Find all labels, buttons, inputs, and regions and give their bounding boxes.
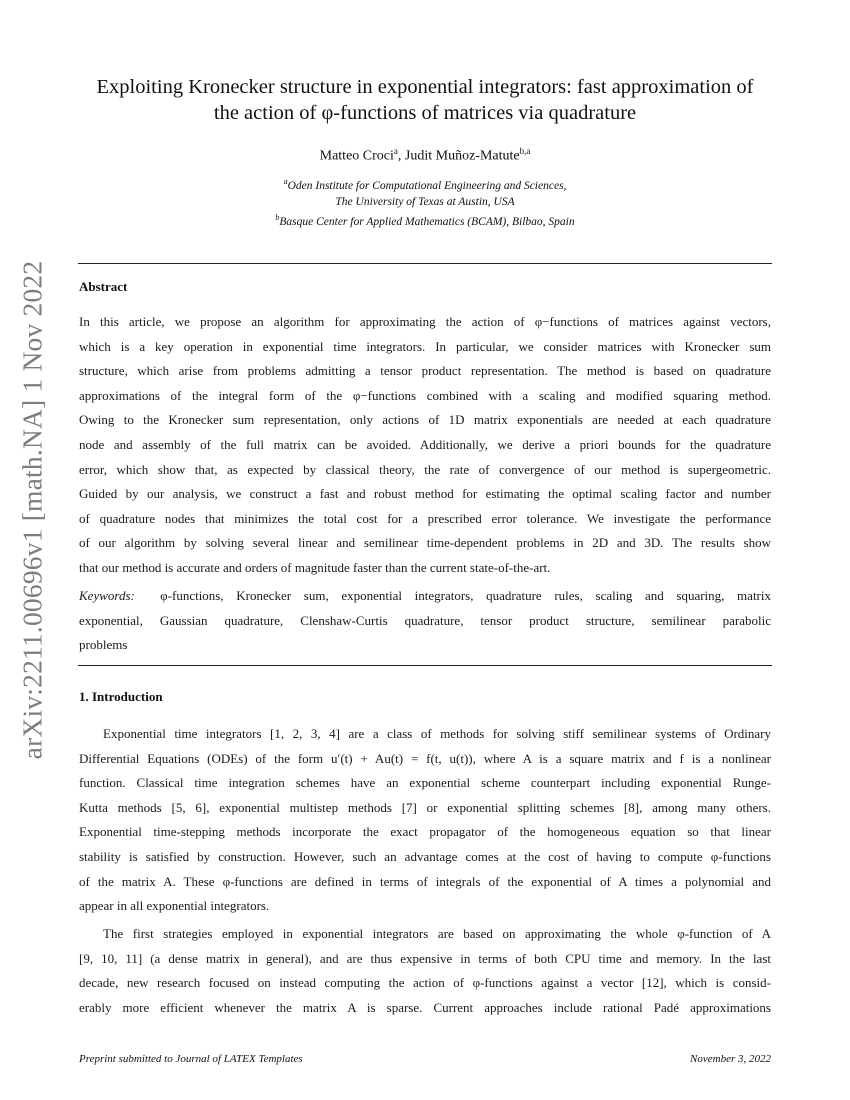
abstract-line: structure, which arise from problems admitting a tensor product representation. The method is based on quadrature [79, 363, 771, 379]
title-line: Exploiting Kronecker structure in exponential integrators: fast approximation of [96, 76, 754, 98]
abstract-line: Owing to the Kronecker sum representation, only actions of 1D matrix exponentials are needed at each quadrature [79, 412, 771, 428]
affiliation-mark: b [275, 212, 280, 222]
intro-paragraph-1 [79, 722, 771, 919]
abstract-line: approximations of the integral form of the φ−functions combined with a scaling and modified squaring method. [79, 387, 771, 403]
author-affiliation-mark: b,a [519, 146, 531, 156]
keywords-line: exponential, Gaussian quadrature, Clenshaw-Curtis quadrature, tensor product structure, semilinear parabolic [79, 612, 771, 628]
abstract-line: which is a key operation in exponential time integrators. In particular, we consider matrices with Kronecker sum [79, 338, 771, 354]
paper-title [70, 74, 780, 126]
affiliation-text: Basque Center for Applied Mathematics (BCAM), Bilbao, Spain [279, 215, 575, 228]
title-line: the action of φ-functions of matrices via quadrature [213, 102, 637, 124]
paragraph-line: stability is satisfied by construction. However, such an advantage comes at the cost of having to compute φ-functions [79, 848, 771, 864]
abstract-line: of quadrature nodes that minimizes the total cost for a prescribed error tolerance. We investigate the performance [79, 510, 771, 526]
footer-date: November 3, 2022 [690, 1053, 771, 1065]
affiliation-a-cont [0, 194, 850, 210]
affiliation-a [0, 174, 850, 194]
abstract-line: error, which show that, as expected by classical theory, the rate of convergence of our method is supergeometric. [79, 461, 771, 477]
keywords-line: problems [79, 637, 128, 653]
abstract-line: In this article, we propose an algorithm for approximating the action of φ−functions of matrices against vectors, [79, 314, 771, 329]
paragraph-line: Exponential time integrators [1, 2, 3, 4] are a class of methods for solving stiff semilinear systems of Ordinary [103, 726, 771, 741]
abstract-body [79, 310, 771, 581]
paragraph-line: appear in all exponential integrators. [79, 898, 270, 914]
keywords-block [79, 584, 771, 658]
footer-journal-note: Preprint submitted to Journal of LATEX Templates [79, 1053, 303, 1065]
abstract-top-rule [78, 263, 772, 264]
author-separator: , [397, 148, 405, 164]
abstract-line: of our algorithm by solving several linear and semilinear time-dependent problems in 2D and 3D. The results show [79, 535, 771, 551]
section-heading-introduction: 1. Introduction [79, 689, 163, 704]
author-affiliation-mark: a [393, 146, 398, 156]
keywords-label: Keywords: [79, 588, 135, 603]
abstract-line: Guided by our analysis, we construct a fast and robust method for estimating the optimal scaling factor and number [79, 486, 771, 502]
abstract-bottom-rule [78, 665, 772, 666]
keywords-line [79, 584, 771, 609]
affiliations [0, 174, 850, 230]
paragraph-line: Kutta methods [5, 6], exponential multistep methods [7] or exponential splitting schemes [8], among many others. [79, 799, 771, 815]
paragraph-line: The first strategies employed in exponential integrators are based on approximating the whole φ-function of A [103, 926, 771, 941]
arxiv-identifier: arXiv:2211.00696v1 [math.NA] 1 Nov 2022 [16, 260, 48, 760]
paragraph-line: of the matrix A. These φ-functions are defined in terms of integrals of the exponential of A times a polynomial and [79, 873, 771, 889]
author-list [0, 146, 850, 165]
abstract-line: node and assembly of the full matrix can be avoided. Additionally, we derive a priori bounds for the quadrature [79, 436, 771, 452]
paragraph-line: function. Classical time integration schemes have an exponential scheme counterpart including exponential Runge- [79, 775, 771, 791]
affiliation-b [0, 210, 850, 230]
paragraph-line: Exponential time-stepping methods incorporate the exact propagator of the homogeneous equation so that linear [79, 824, 771, 840]
affiliation-text: The University of Texas at Austin, USA [335, 195, 515, 208]
paragraph-line: Differential Equations (ODEs) of the form u′(t) + Au(t) = f(t, u(t)), where A is a square matrix and f is a nonlinear [79, 750, 771, 766]
author-name: Matteo Croci [319, 148, 394, 164]
affiliation-text: Oden Institute for Computational Engineering and Sciences, [287, 179, 567, 192]
abstract-heading: Abstract [79, 279, 128, 294]
keywords-text: φ-functions, Kronecker sum, exponential integrators, quadrature rules, scaling and squaring, matrix [160, 588, 771, 603]
affiliation-mark: a [283, 177, 288, 186]
intro-paragraph-2 [79, 922, 771, 1020]
paragraph-line: decade, new research focused on instead computing the action of φ-functions against a vector [12], which is consid- [79, 975, 771, 991]
paragraph-line: [9, 10, 11] (a dense matrix in general), and are thus expensive in terms of both CPU time and memory. In the last [79, 950, 771, 966]
abstract-line: that our method is accurate and orders of magnitude faster than the current state-of-the-art. [79, 559, 551, 575]
paragraph-line: erably more efficient whenever the matrix A is sparse. Current approaches include rational Padé approximations [79, 999, 771, 1015]
arxiv-side-stamp [8, 250, 56, 770]
author-name: Judit Muñoz-Matute [404, 148, 520, 164]
